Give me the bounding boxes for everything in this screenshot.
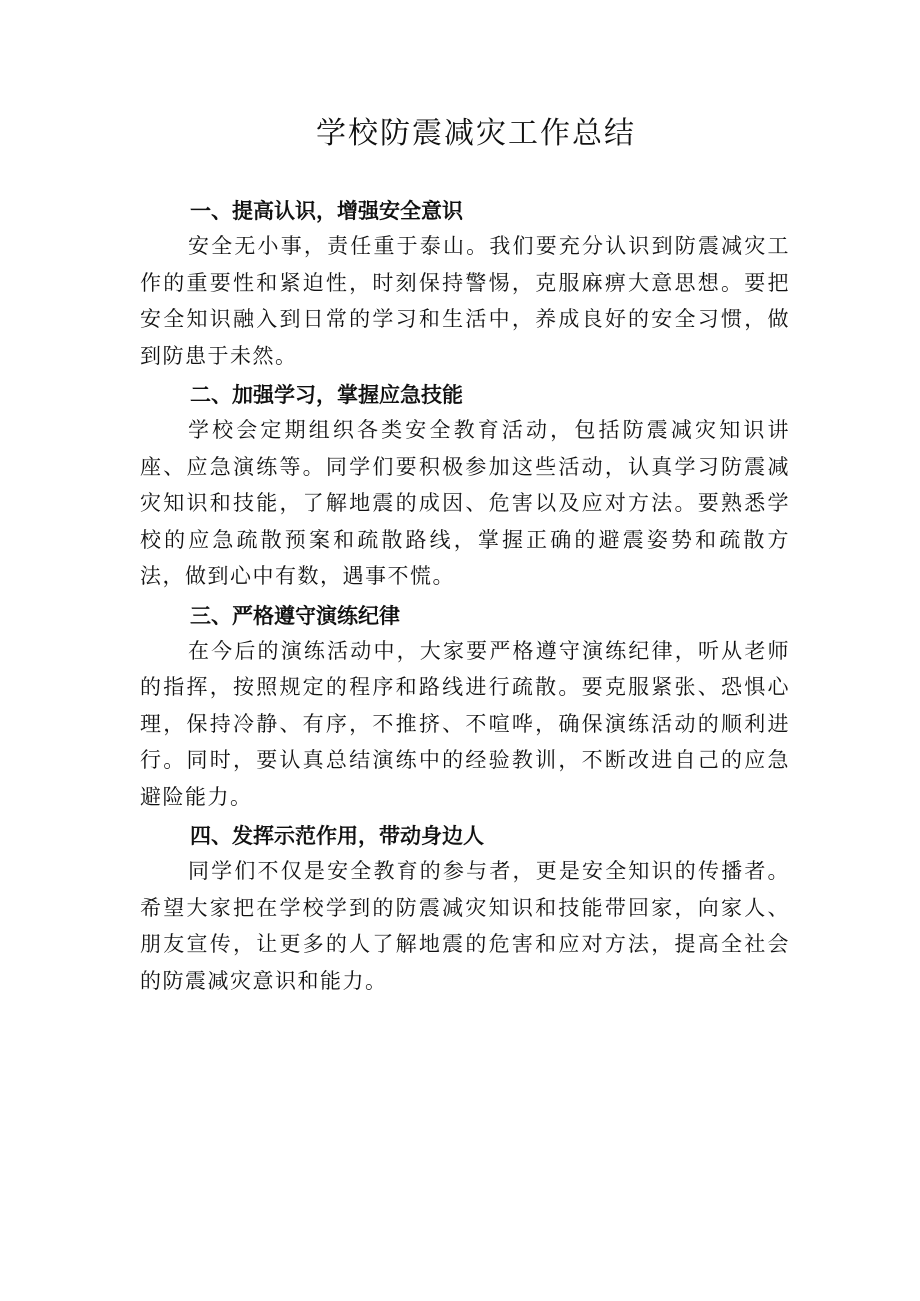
section-4 xyxy=(140,819,790,999)
section-heading: 一、提高认识，增强安全意识 xyxy=(190,199,463,223)
document-title: 学校防震减灾工作总结 xyxy=(316,116,636,151)
section-2 xyxy=(140,378,790,595)
section-3 xyxy=(140,599,790,816)
section-paragraph: 在今后的演练活动中，大家要严格遵守演练纪律，听从老师的指挥，按照规定的程序和路线进行疏散。要克服紧张、恐惧心理，保持冷静、有序，不推挤、不喧哗，确保演练活动的顺利进行。同时，要认真总结演练中的经验教训，不断改进自己的应急避险能力。 xyxy=(140,638,790,809)
section-heading: 四、发挥示范作用，带动身边人 xyxy=(190,824,484,848)
section-1 xyxy=(140,194,790,374)
section-heading: 二、加强学习，掌握应急技能 xyxy=(190,383,463,407)
section-heading: 三、严格遵守演练纪律 xyxy=(190,603,400,628)
section-paragraph: 学校会定期组织各类安全教育活动，包括防震减灾知识讲座、应急演练等。同学们要积极参加这些活动，认真学习防震减灾知识和技能，了解地震的成因、危害以及应对方法。要熟悉学校的应急疏散预案和疏散路线，掌握正确的避震姿势和疏散方法，做到心中有数，遇事不慌。 xyxy=(140,418,790,588)
section-paragraph: 同学们不仅是安全教育的参与者，更是安全知识的传播者。希望大家把在学校学到的防震减灾知识和技能带回家，向家人、朋友宣传，让更多的人了解地震的危害和应对方法，提高全社会的防震减灾意识和能力。 xyxy=(140,859,790,993)
document-page xyxy=(140,108,790,1003)
section-paragraph: 安全无小事，责任重于泰山。我们要充分认识到防震减灾工作的重要性和紧迫性，时刻保持警惕，克服麻痹大意思想。要把安全知识融入到日常的学习和生活中，养成良好的安全习惯，做到防患于未然。 xyxy=(140,234,790,368)
